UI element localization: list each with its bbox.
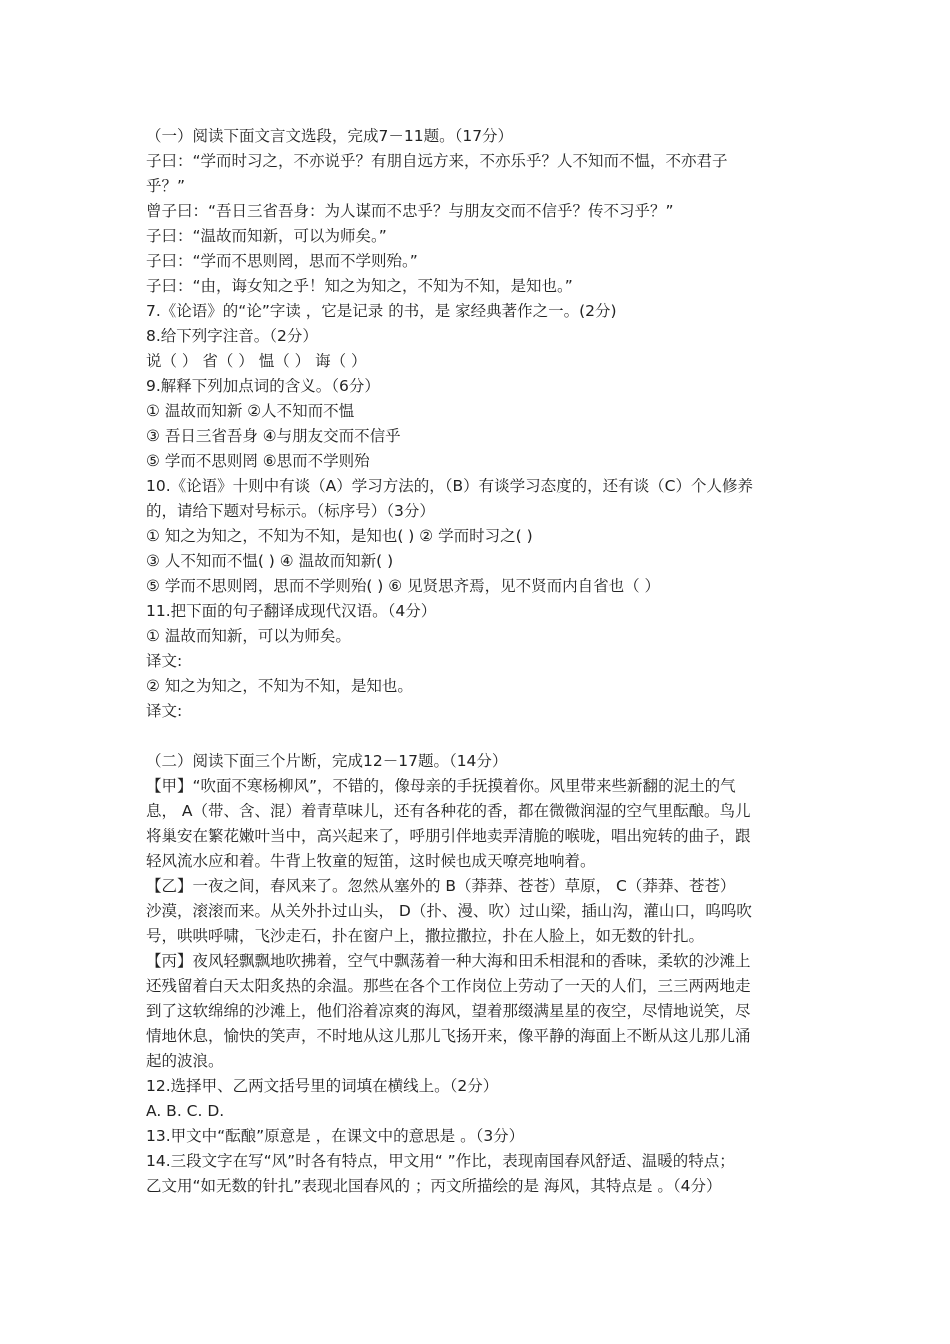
passage-line: 曾子曰：“吾日三省吾身：为人谋而不忠乎？与朋友交而不信乎？传不习乎？” — [146, 202, 674, 220]
excerpt-jia-line: 息， A（带、含、混）着青草味儿，还有各种花的香，都在微微润湿的空气里酝酿。鸟儿 — [146, 802, 751, 820]
question-7: 7.《论语》的“论”字读 ，它是记录 的书，是 家经典著作之一。(2分) — [146, 302, 617, 320]
question-10-items: ⑤ 学而不思则罔，思而不学则殆( ) ⑥ 见贤思齐焉，见不贤而内自省也（ ） — [146, 577, 661, 595]
passage-line: 子曰：“温故而知新，可以为师矣。” — [146, 227, 387, 245]
passage-line: 子曰：“由，诲女知之乎！知之为知之，不知为不知，是知也。” — [146, 277, 573, 295]
excerpt-jia-line: 轻风流水应和着。牛背上牧童的短笛，这时候也成天嘹亮地响着。 — [146, 852, 596, 870]
question-13: 13.甲文中“酝酿”原意是 ，在课文中的意思是 。（3分） — [146, 1127, 525, 1145]
passage-line: 子曰：“学而不思则罔，思而不学则殆。” — [146, 252, 418, 270]
passage-line: 乎？” — [146, 177, 186, 195]
question-14-cont: 乙文用“如无数的针扎”表现北国春风的 ；丙文所描绘的是 海风，其特点是 。（4分） — [146, 1177, 722, 1195]
section2-heading: （二）阅读下面三个片断，完成12－17题。（14分） — [146, 752, 508, 770]
question-10-cont: 的，请给下题对号标示。（标序号）（3分） — [146, 502, 435, 520]
excerpt-jia-line: 将巢安在繁花嫩叶当中，高兴起来了，呼朋引伴地卖弄清脆的喉咙，唱出宛转的曲子，跟 — [146, 827, 751, 845]
question-9: 9.解释下列加点词的含义。（6分） — [146, 377, 380, 395]
spacer — [146, 724, 816, 749]
excerpt-bing-line: 情地休息，愉快的笑声，不时地从这儿那儿飞扬开来，像平静的海面上不断从这儿那儿涌 — [146, 1027, 751, 1045]
question-10-items: ① 知之为知之，不知为不知，是知也( ) ② 学而时习之( ) — [146, 527, 533, 545]
passage-line: 子曰：“学而时习之，不亦说乎？有朋自远方来，不亦乐乎？人不知而不愠，不亦君子 — [146, 152, 728, 170]
translation-label: 译文: — [146, 652, 183, 670]
excerpt-yi-line: 号，哄哄呼啸，飞沙走石，扑在窗户上，撒拉撒拉，扑在人脸上，如无数的针扎。 — [146, 927, 705, 945]
question-11-item: ② 知之为知之，不知为不知，是知也。 — [146, 677, 413, 695]
excerpt-bing-line: 起的波浪。 — [146, 1052, 224, 1070]
question-8-items: 说（ ） 省（ ） 愠（ ） 诲（ ） — [146, 352, 367, 370]
excerpt-jia-line: 【甲】“吹面不寒杨柳风”，不错的，像母亲的手抚摸着你。风里带来些新翻的泥土的气 — [146, 777, 736, 795]
question-10-items: ③ 人不知而不愠( ) ④ 温故而知新( ) — [146, 552, 394, 570]
translation-label: 译文: — [146, 702, 183, 720]
question-9-items: ① 温故而知新 ②人不知而不愠 — [146, 402, 355, 420]
document-page — [146, 124, 816, 1199]
excerpt-bing-line: 到了这软绵绵的沙滩上，他们浴着凉爽的海风，望着那缀满星星的夜空，尽情地说笑，尽 — [146, 1002, 751, 1020]
excerpt-yi-line: 沙漠，滚滚而来。从关外扑过山头， D（扑、漫、吹）过山梁，插山沟，灌山口，呜呜吹 — [146, 902, 752, 920]
excerpt-bing-line: 还残留着白天太阳炙热的余温。那些在各个工作岗位上劳动了一天的人们，三三两两地走 — [146, 977, 751, 995]
excerpt-yi-line: 【乙】一夜之间，春风来了。忽然从塞外的 B（莽莽、苍苍）草原， C（莽莽、苍苍） — [146, 877, 736, 895]
section1-heading: （一）阅读下面文言文选段，完成7－11题。（17分） — [146, 127, 514, 145]
question-14: 14.三段文字在写“风”时各有特点，甲文用“ ”作比，表现南国春风舒适、温暖的特点； — [146, 1152, 735, 1170]
question-9-items: ③ 吾日三省吾身 ④与朋友交而不信乎 — [146, 427, 401, 445]
question-11: 11.把下面的句子翻译成现代汉语。（4分） — [146, 602, 437, 620]
question-11-item: ① 温故而知新，可以为师矣。 — [146, 627, 351, 645]
question-8: 8.给下列字注音。（2分） — [146, 327, 318, 345]
excerpt-bing-line: 【丙】夜风轻飘飘地吹拂着，空气中飘荡着一种大海和田禾相混和的香味，柔软的沙滩上 — [146, 952, 751, 970]
question-9-items: ⑤ 学而不思则罔 ⑥思而不学则殆 — [146, 452, 370, 470]
question-10: 10.《论语》十则中有谈（A）学习方法的，（B）有谈学习态度的，还有谈（C）个人修养 — [146, 477, 753, 495]
question-12: 12.选择甲、乙两文括号里的词填在横线上。（2分） — [146, 1077, 499, 1095]
question-12-answers: A. B. C. D. — [146, 1102, 225, 1120]
